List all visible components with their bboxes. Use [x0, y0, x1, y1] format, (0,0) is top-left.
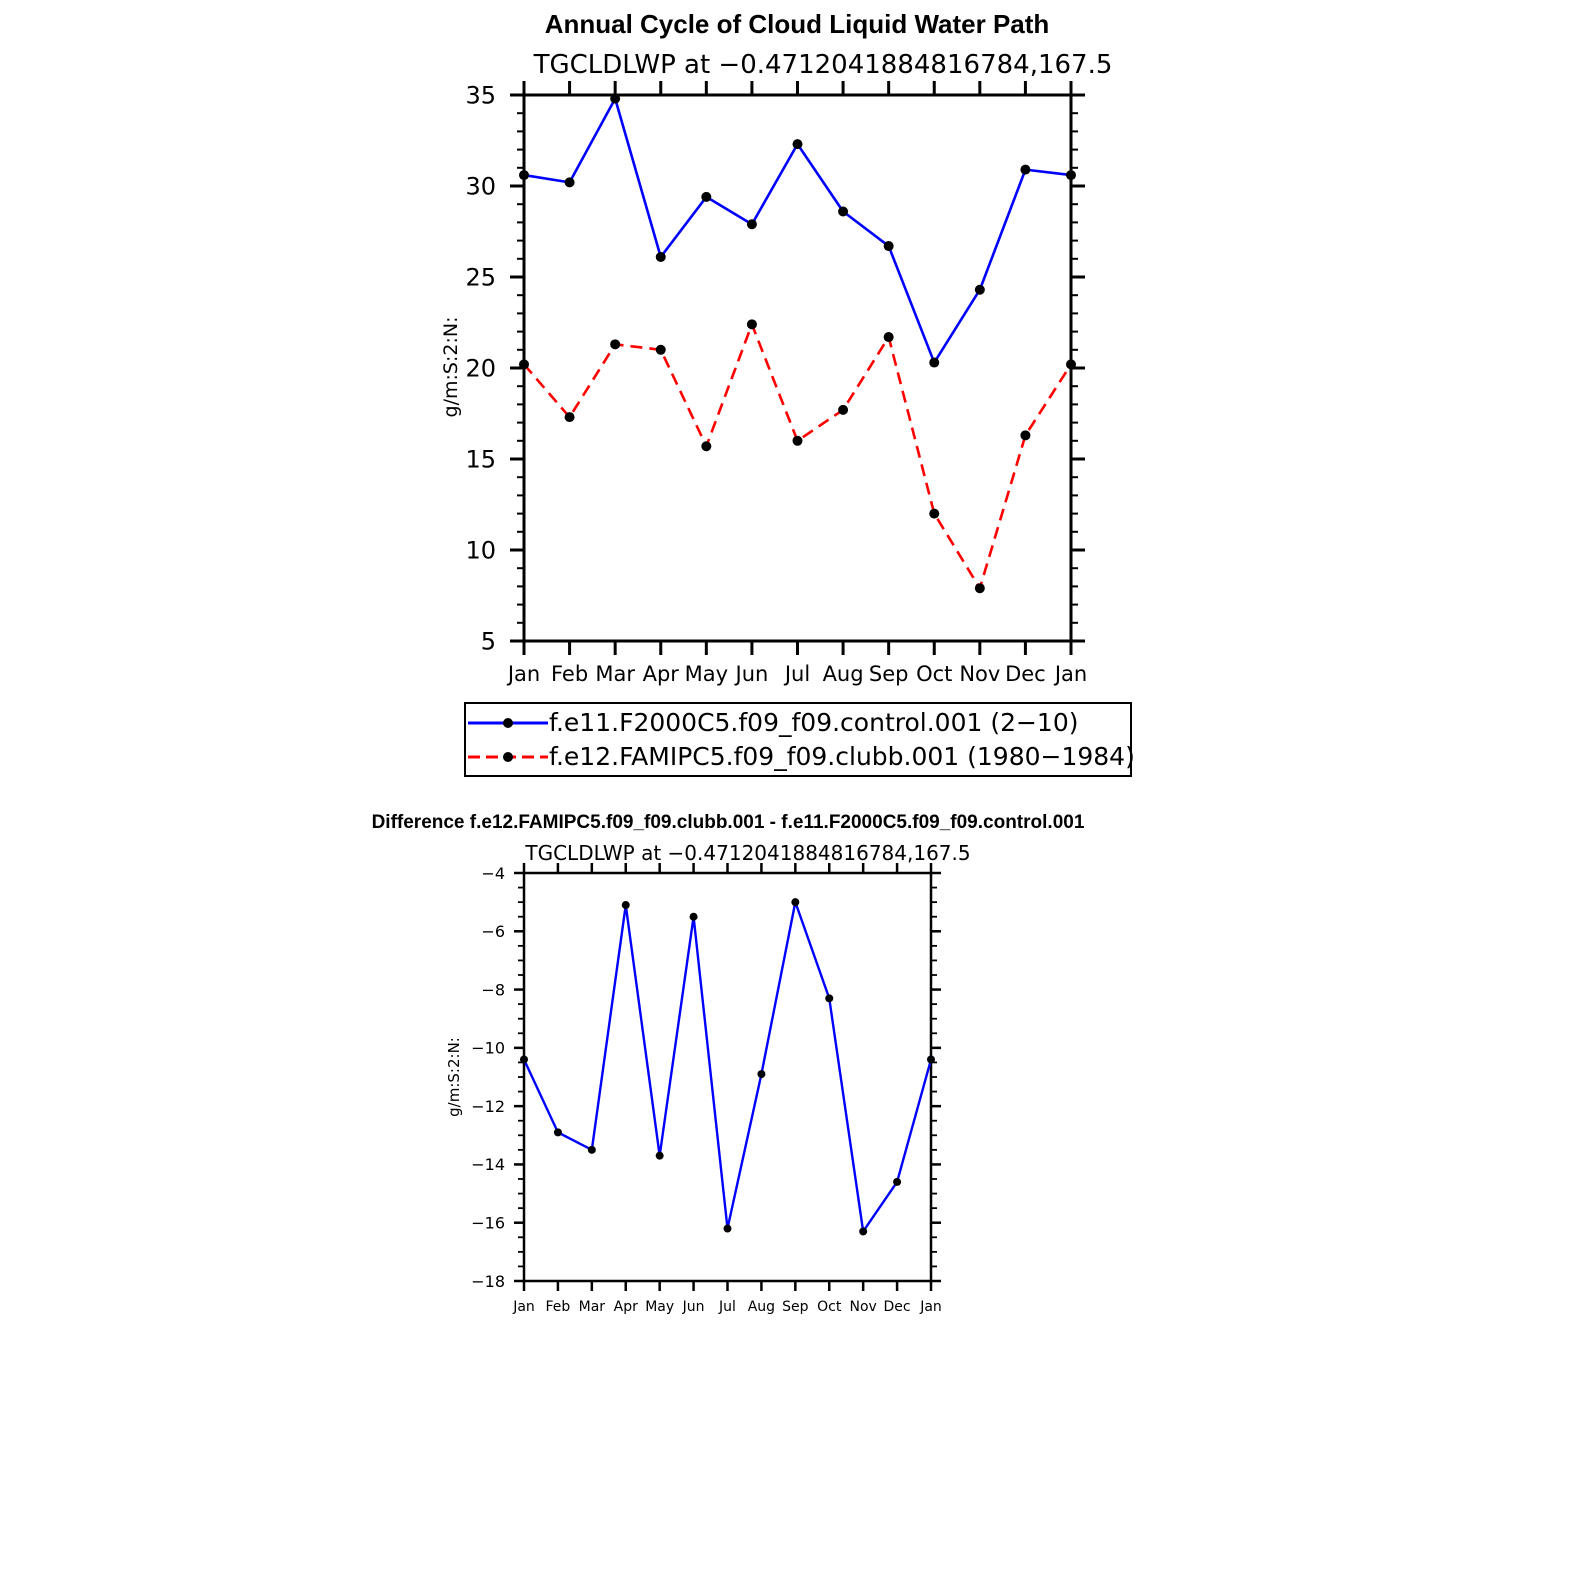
bottom-series-0-line	[524, 902, 931, 1231]
top-series-1-point	[838, 405, 848, 415]
bottom-x-tick-label: Jan	[513, 1299, 535, 1315]
top-y-tick-label: 30	[465, 172, 496, 201]
bottom-y-tick-label: −12	[471, 1096, 505, 1116]
top-chart	[440, 9, 1112, 686]
bottom-series-0-point	[825, 994, 833, 1002]
top-x-tick-label: Dec	[1005, 662, 1046, 686]
bottom-series-0-point	[859, 1227, 867, 1235]
bottom-y-tick-label: −8	[481, 980, 505, 1000]
bottom-x-tick-label: Apr	[613, 1299, 638, 1315]
legend-marker-clubb	[503, 752, 513, 762]
legend-entry-control	[468, 708, 1079, 737]
top-y-tick-label: 15	[465, 445, 496, 474]
bottom-x-tick-label: Sep	[782, 1299, 809, 1315]
bottom-chart-series	[520, 898, 935, 1235]
bottom-y-tick-label: −16	[471, 1213, 505, 1233]
top-x-tick-label: May	[684, 662, 729, 686]
top-x-tick-label: Aug	[822, 662, 864, 686]
top-x-tick-label: Jan	[1054, 662, 1088, 686]
top-series-1-point	[1066, 359, 1076, 369]
bottom-y-tick-label: −4	[481, 863, 505, 883]
bottom-x-tick-label: Mar	[578, 1299, 606, 1315]
top-series-1-point	[793, 436, 803, 446]
top-series-1-point	[929, 509, 939, 519]
top-series-1-point	[884, 332, 894, 342]
bottom-series-0-point	[893, 1178, 901, 1186]
legend-label-control: f.e11.F2000C5.f09_f09.control.001 (2−10)	[549, 708, 1079, 737]
top-chart-ylabel: g/m:S:2:N:	[440, 316, 462, 418]
bottom-series-0-point	[588, 1146, 596, 1154]
top-y-tick-label: 5	[480, 627, 496, 656]
bottom-y-tick-label: −14	[471, 1155, 505, 1175]
top-series-0-point	[701, 192, 711, 202]
top-x-tick-label: Mar	[595, 662, 635, 686]
bottom-y-tick-label: −10	[471, 1038, 505, 1058]
bottom-x-tick-label: Jul	[719, 1299, 736, 1315]
top-series-1-point	[1020, 430, 1030, 440]
top-x-tick-label: Feb	[550, 662, 589, 686]
top-x-tick-label: Sep	[868, 662, 909, 686]
top-series-0-point	[929, 358, 939, 368]
bottom-series-0-point	[656, 1152, 664, 1160]
bottom-x-tick-label: May	[645, 1299, 675, 1315]
bottom-x-tick-label: Feb	[545, 1299, 571, 1315]
top-y-tick-label: 20	[465, 354, 496, 383]
bottom-series-0-point	[724, 1225, 732, 1233]
legend	[465, 703, 1135, 776]
top-x-tick-label: Jan	[507, 662, 541, 686]
bottom-x-tick-label: Oct	[817, 1299, 842, 1315]
bottom-y-tick-label: −6	[481, 922, 505, 942]
bottom-chart-axes	[471, 863, 942, 1315]
bottom-chart	[372, 812, 1085, 1315]
bottom-x-tick-label: Nov	[849, 1299, 877, 1315]
legend-entry-clubb	[468, 742, 1135, 771]
top-series-1-line	[524, 324, 1071, 588]
top-series-0-point	[793, 139, 803, 149]
top-series-1-point	[565, 412, 575, 422]
bottom-chart-ylabel: g/m:S:2:N:	[445, 1037, 463, 1117]
bottom-x-tick-label: Jan	[920, 1299, 942, 1315]
top-x-tick-label: Nov	[959, 662, 1001, 686]
top-series-0-point	[610, 94, 620, 104]
top-chart-subtitle: TGCLDLWP at −0.4712041884816784,167.5	[533, 50, 1113, 80]
top-series-1-point	[701, 441, 711, 451]
top-series-0-point	[975, 285, 985, 295]
bottom-series-0-point	[690, 913, 698, 921]
top-chart-series	[519, 94, 1076, 594]
top-series-1-point	[747, 319, 757, 329]
top-x-tick-label: Jun	[735, 662, 769, 686]
top-series-0-point	[747, 219, 757, 229]
top-series-1-point	[519, 359, 529, 369]
legend-label-clubb: f.e12.FAMIPC5.f09_f09.clubb.001 (1980−1984)	[549, 742, 1135, 771]
top-plot-frame	[524, 95, 1071, 641]
bottom-y-tick-label: −18	[471, 1271, 505, 1291]
bottom-chart-title: Difference f.e12.FAMIPC5.f09_f09.clubb.001 - f.e11.F2000C5.f09_f09.control.001	[371, 812, 1085, 833]
top-x-tick-label: Jul	[784, 662, 811, 686]
bottom-series-0-point	[791, 898, 799, 906]
top-y-tick-label: 25	[465, 263, 496, 292]
top-series-0-point	[565, 177, 575, 187]
top-series-0-point	[838, 206, 848, 216]
top-y-tick-label: 10	[465, 536, 496, 565]
top-series-0-point	[884, 241, 894, 251]
bottom-x-tick-label: Jun	[682, 1299, 705, 1315]
bottom-chart-subtitle: TGCLDLWP at −0.4712041884816784,167.5	[525, 841, 971, 865]
bottom-series-0-point	[520, 1056, 528, 1064]
legend-marker-control	[503, 718, 513, 728]
bottom-series-0-point	[927, 1056, 935, 1064]
top-series-0-point	[1066, 170, 1076, 180]
top-series-0-point	[519, 170, 529, 180]
top-y-tick-label: 35	[465, 81, 496, 110]
top-x-tick-label: Oct	[916, 662, 953, 686]
bottom-series-0-point	[757, 1070, 765, 1078]
top-chart-title: Annual Cycle of Cloud Liquid Water Path	[544, 9, 1050, 39]
bottom-series-0-point	[622, 901, 630, 909]
top-series-0-line	[524, 99, 1071, 363]
top-series-1-point	[975, 583, 985, 593]
top-series-0-point	[656, 252, 666, 262]
top-series-0-point	[1020, 165, 1030, 175]
top-x-tick-label: Apr	[642, 662, 679, 686]
bottom-x-tick-label: Dec	[883, 1299, 911, 1315]
bottom-series-0-point	[554, 1128, 562, 1136]
top-series-1-point	[656, 345, 666, 355]
bottom-x-tick-label: Aug	[747, 1299, 776, 1315]
top-series-1-point	[610, 339, 620, 349]
